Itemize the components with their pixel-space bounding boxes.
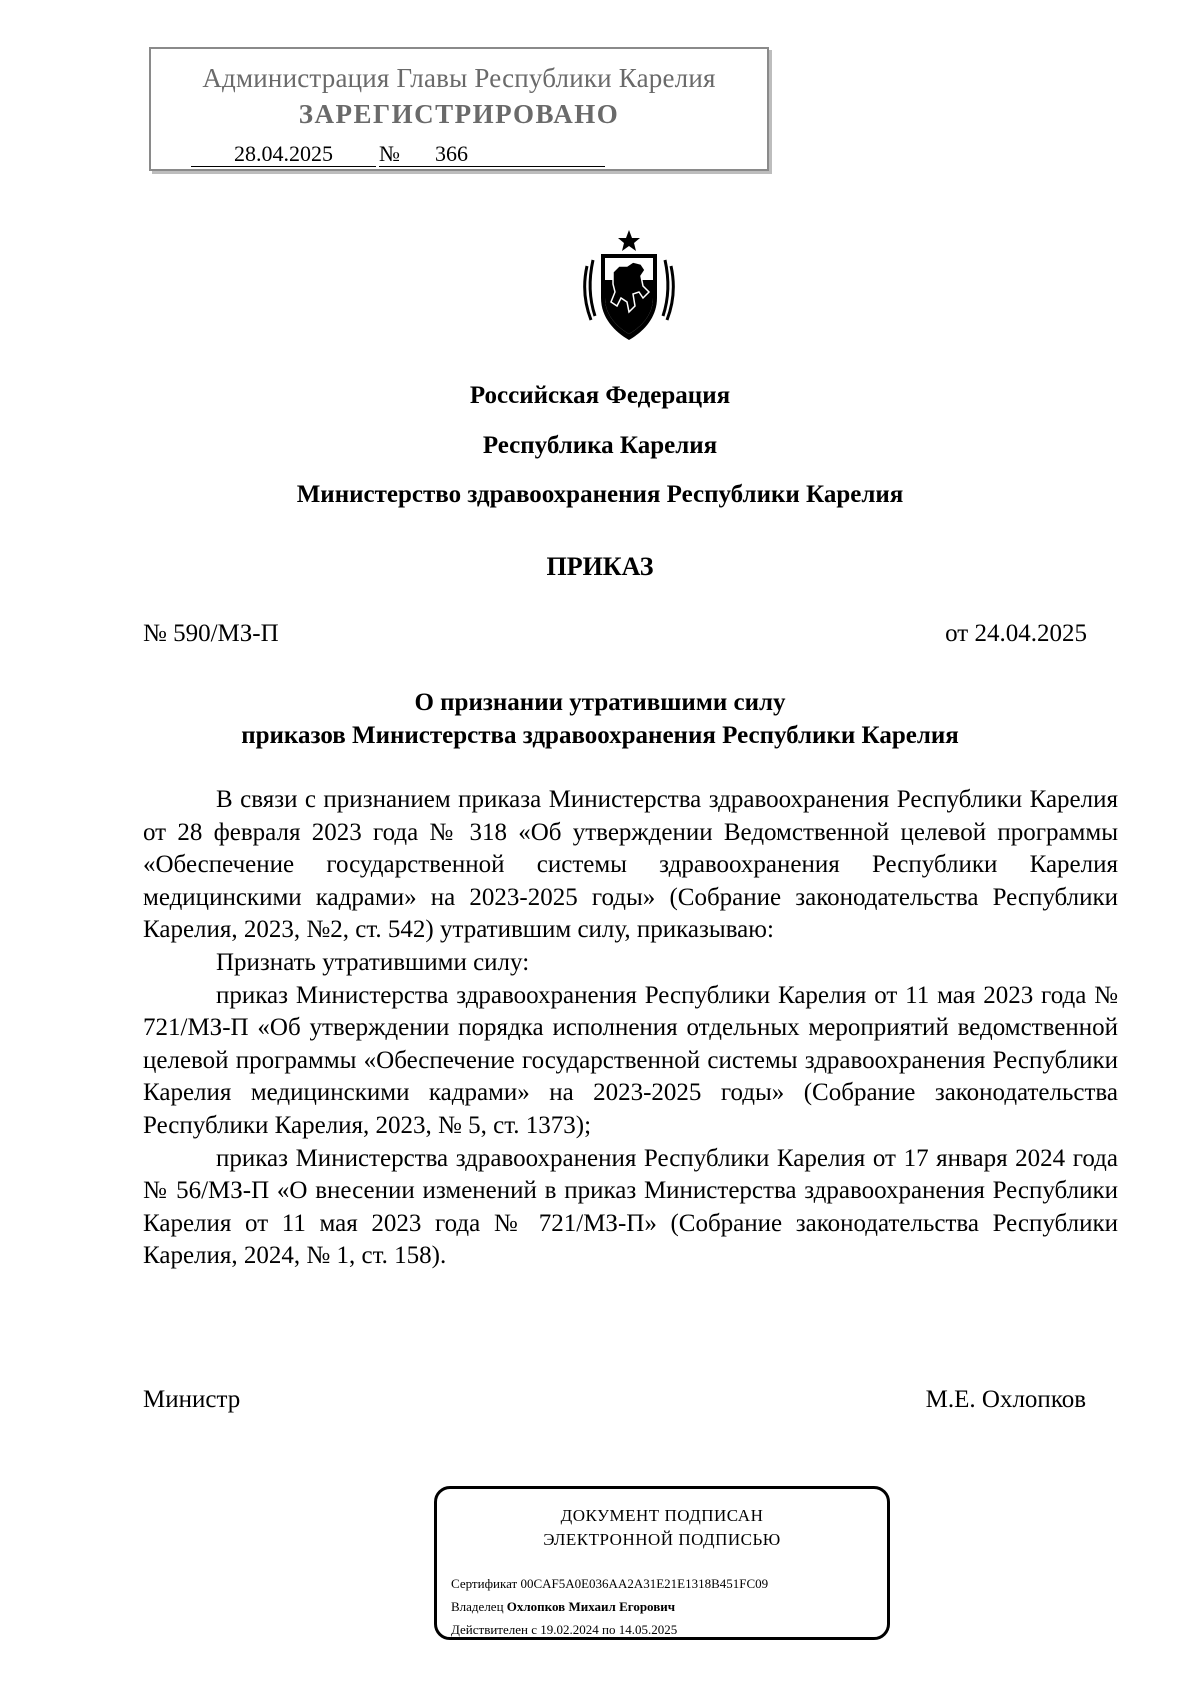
signer-name: М.Е. Охлопков — [925, 1386, 1086, 1413]
esig-valid-to-label: по — [602, 1622, 616, 1637]
esig-owner — [451, 1599, 675, 1615]
body-paragraph: приказ Министерства здравоохранения Республики Карелия от 11 мая 2023 года № 721/МЗ-П «Об утверждении порядка исполнения отдельных мероприятий ведомственной целевой программы «Обеспечение государственной системы здравоохранения Республики Карелия медицинскими кадрами» на 2023-2025 годы» (Собрание законодательства Республики Карелия, 2023, № 5, ст. 1373); — [143, 981, 1118, 1139]
country-heading: Российская Федерация — [469, 382, 731, 409]
esig-valid-from: 19.02.2024 — [540, 1622, 599, 1637]
document-type: ПРИКАЗ — [546, 552, 654, 581]
body-paragraph: приказ Министерства здравоохранения Республики Карелия от 17 января 2024 года № 56/МЗ-П «О внесении изменений в приказ Министерства здравоохранения Республики Карелия от 11 мая 2023 года № 721/МЗ-П» (Собрание законодательства Республики Карелия, 2024, № 1, ст. 158). — [143, 1144, 1118, 1270]
registration-number: 366 — [405, 142, 605, 167]
esig-valid-to: 14.05.2025 — [618, 1622, 678, 1637]
order-number: № 590/МЗ-П — [143, 620, 279, 647]
ministry-heading: Министерство здравоохранения Республики Карелия — [296, 481, 904, 508]
registration-stamp — [149, 47, 769, 171]
registration-date: 28.04.2025 — [191, 142, 376, 167]
signer-position: Министр — [143, 1386, 241, 1413]
esig-title-line2: ЭЛЕКТРОННОЙ ПОДПИСЬЮ — [543, 1530, 781, 1549]
registration-number-label: № — [379, 142, 405, 167]
body-paragraph: Признать утратившими силу: — [216, 948, 530, 976]
coat-of-arms-icon — [583, 228, 675, 342]
esig-certificate-value: 00CAF5A0E036AA2A31E21E1318B451FC09 — [520, 1576, 769, 1591]
esig-certificate — [451, 1576, 768, 1592]
esig-owner-value: Охлопков Михаил Егорович — [506, 1599, 676, 1614]
registration-authority: Администрация Главы Республики Карелия — [202, 63, 716, 93]
esig-title-line1: ДОКУМЕНТ ПОДПИСАН — [560, 1506, 764, 1525]
esig-owner-label: Владелец — [451, 1599, 504, 1614]
document-title-line1: О признании утратившими силу — [414, 689, 786, 716]
document-body — [143, 784, 1118, 1273]
order-date: от 24.04.2025 — [945, 620, 1087, 647]
republic-heading: Республика Карелия — [482, 432, 718, 459]
document-title-line2: приказов Министерства здравоохранения Республики Карелия — [241, 722, 959, 749]
body-paragraph: В связи с признанием приказа Министерства здравоохранения Республики Карелия от 28 февраля 2023 года № 318 «Об утверждении Ведомственной целевой программы «Обеспечение государственной системы здравоохранения Республики Карелия медицинскими кадрами» на 2023-2025 годы» (Собрание законодательства Республики Карелия, 2023, №2, ст. 542) утратившим силу, приказываю: — [143, 786, 1118, 944]
esig-valid-label: Действителен с — [451, 1622, 537, 1637]
registration-status: ЗАРЕГИСТРИРОВАНО — [298, 99, 620, 129]
electronic-signature-stamp — [434, 1486, 890, 1640]
esig-certificate-label: Сертификат — [451, 1576, 518, 1591]
esig-validity — [451, 1622, 677, 1638]
